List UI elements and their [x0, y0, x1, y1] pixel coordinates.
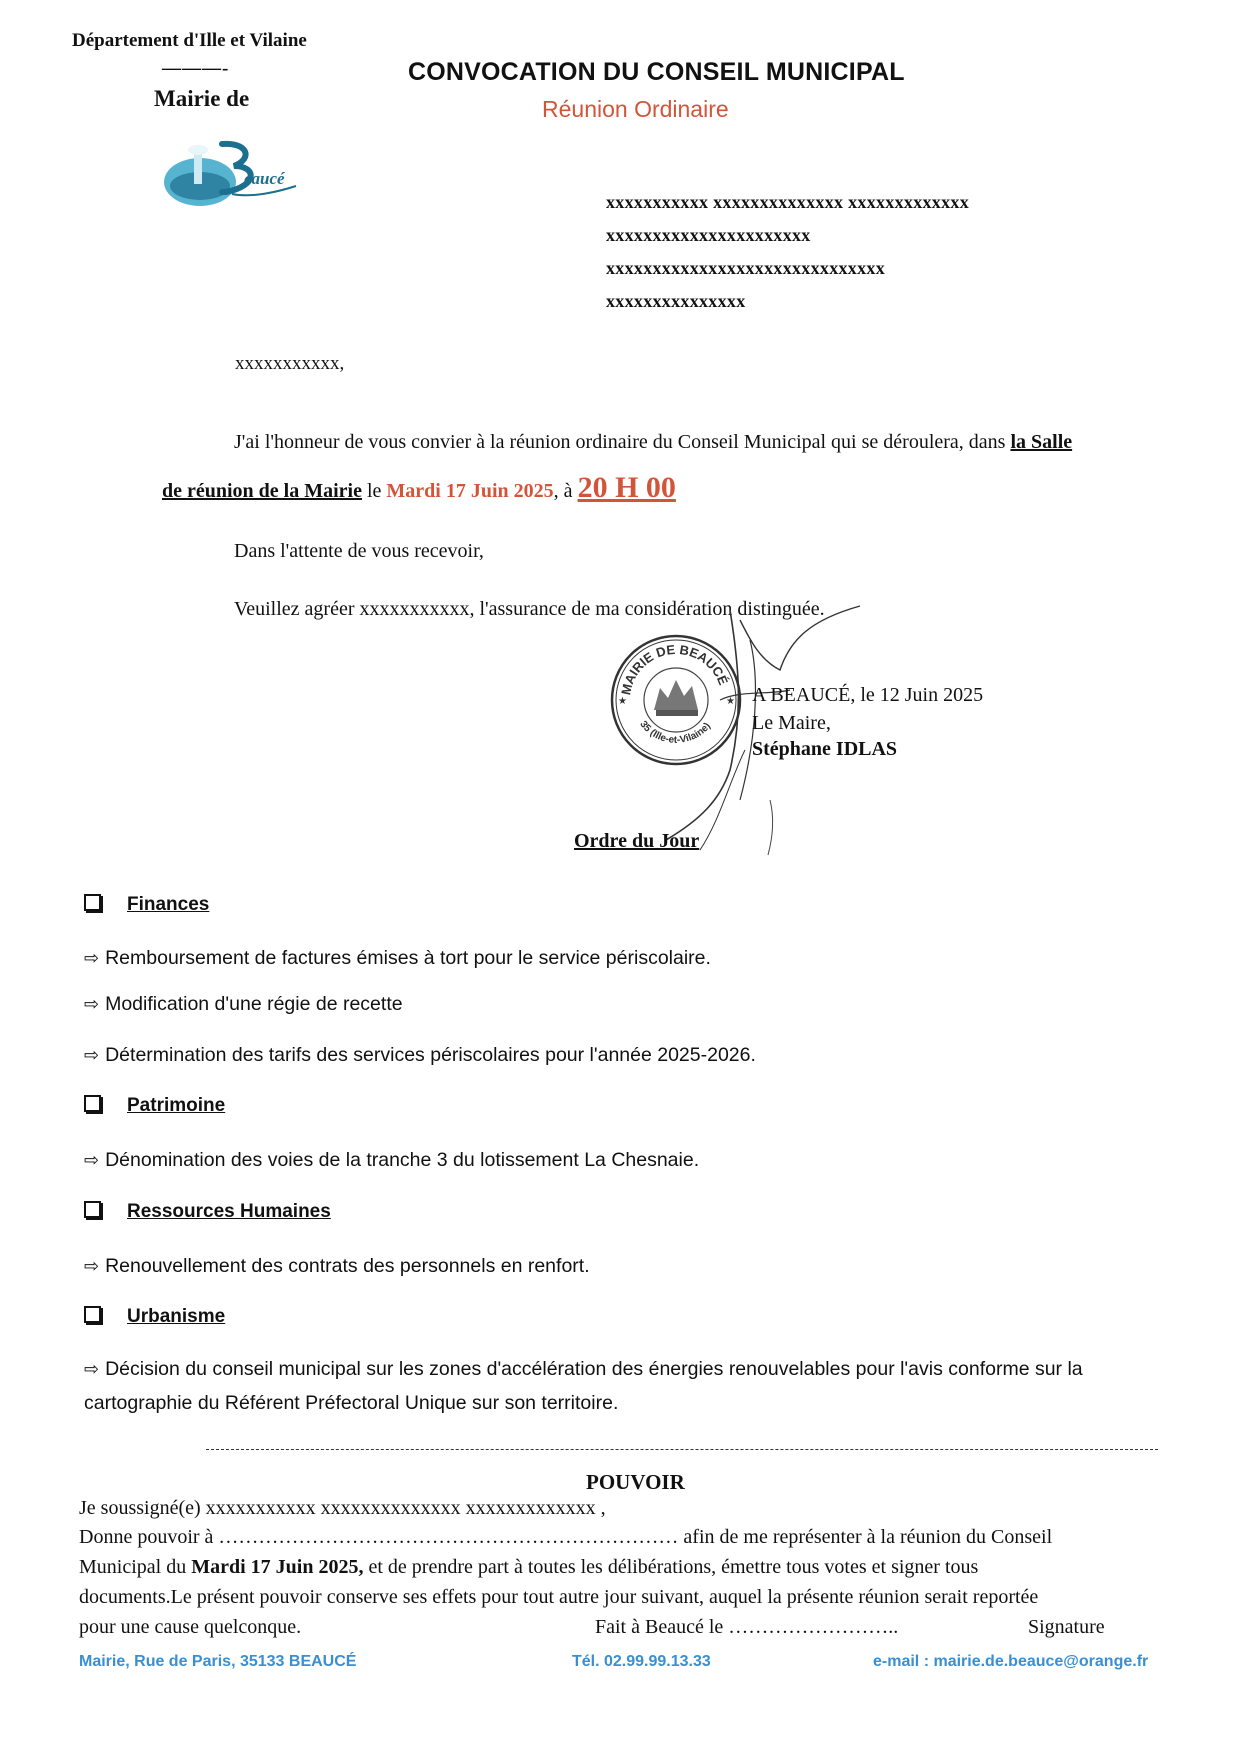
pouvoir-line-2: Donne pouvoir à …………………………………………………………… afin de me représenter à la réunion du Conseil [79, 1526, 1053, 1548]
page-title: CONVOCATION DU CONSEIL MUNICIPAL [408, 58, 905, 86]
logo-text: eaucé [244, 169, 285, 188]
signature-role: Le Maire, [752, 712, 831, 734]
recipient-line-2: xxxxxxxxxxxxxxxxxxxxxx [606, 225, 811, 245]
beauce-logo-icon [162, 136, 300, 210]
agenda-section [84, 894, 209, 916]
stamp-subtext: 35 (Ille-et-Vilaine) [637, 719, 714, 746]
agenda-section [84, 1201, 331, 1223]
arrow-right-icon: ⇨ [84, 1045, 100, 1065]
pouvoir-line-5-text: pour une cause quelconque. [79, 1616, 302, 1638]
agenda-item-text: Décision du conseil municipal sur les zones d'accélération des énergies renouvelables pour l'avis conforme sur la [105, 1358, 1083, 1380]
pouvoir-fait-a: Fait à Beaucé le …………………….. [595, 1616, 899, 1638]
recipient-line-1: xxxxxxxxxxx xxxxxxxxxxxxxx xxxxxxxxxxxxx [606, 192, 969, 212]
arrow-right-icon: ⇨ [84, 948, 100, 968]
agenda-section-label: Patrimoine [127, 1095, 226, 1116]
invitation-le: le [361, 480, 387, 502]
agenda-item-text: Renouvellement des contrats des personnels en renfort. [105, 1255, 590, 1277]
pouvoir-date: Mardi 17 Juin 2025, [191, 1556, 364, 1578]
stamp-text: MAIRIE DE BEAUCÉ [618, 641, 732, 697]
agenda-item [84, 1249, 1164, 1283]
agenda-item [84, 987, 1164, 1021]
pouvoir-line-3 [79, 1556, 978, 1579]
agenda-section-label: Urbanisme [127, 1306, 226, 1327]
agenda-item-text-continued: cartographie du Référent Préfectoral Unique sur son territoire. [84, 1392, 619, 1414]
checkbox-icon [84, 1201, 101, 1218]
arrow-right-icon: ⇨ [84, 994, 100, 1014]
pouvoir-title: POUVOIR [586, 1470, 685, 1494]
checkbox-icon [84, 1306, 101, 1323]
invitation-a: , à [553, 480, 578, 502]
pouvoir-line-5 [79, 1616, 1129, 1639]
agenda-title: Ordre du Jour [574, 830, 700, 852]
footer-address: Mairie, Rue de Paris, 35133 BEAUCÉ [79, 1653, 357, 1670]
meeting-place-part-1: la Salle [1010, 431, 1073, 453]
meeting-time: 20 H 00 [577, 471, 676, 504]
footer-phone: Tél. 02.99.99.13.33 [572, 1653, 711, 1670]
agenda-section-label: Finances [127, 894, 210, 915]
agenda-item-text: Modification d'une régie de recette [105, 993, 403, 1015]
agenda-item [84, 1143, 1164, 1177]
page-subtitle: Réunion Ordinaire [542, 96, 729, 122]
salutation: xxxxxxxxxxx, [235, 353, 345, 374]
agenda-item-text: Dénomination des voies de la tranche 3 du lotissement La Chesnaie. [105, 1149, 700, 1171]
pouvoir-line-4: documents.Le présent pouvoir conserve ses effets pour tout autre jour suivant, auquel la présente réunion serait reportée [79, 1586, 1039, 1608]
checkbox-icon [84, 894, 101, 911]
pouvoir-line-1: Je soussigné(e) xxxxxxxxxxx xxxxxxxxxxxxxx xxxxxxxxxxxxx , [79, 1497, 606, 1519]
recipient-line-3: xxxxxxxxxxxxxxxxxxxxxxxxxxxxxx [606, 258, 885, 278]
invitation-paragraph-line-1 [234, 431, 1072, 454]
pouvoir-line-3-a: Municipal du [79, 1556, 192, 1578]
invitation-text: J'ai l'honneur de vous convier à la réunion ordinaire du Conseil Municipal qui se déroulera, dans [234, 431, 1011, 453]
signature-name: Stéphane IDLAS [752, 738, 898, 760]
agenda-section-label: Ressources Humaines [127, 1201, 331, 1222]
agenda-item-text: Remboursement de factures émises à tort pour le service périscolaire. [105, 947, 711, 969]
agenda-item [84, 941, 1164, 975]
closing-line-2: Veuillez agréer xxxxxxxxxxx, l'assurance de ma considération distinguée. [234, 598, 825, 620]
arrow-right-icon: ⇨ [84, 1359, 100, 1379]
footer-email: e-mail : mairie.de.beauce@orange.fr [873, 1653, 1149, 1670]
arrow-right-icon: ⇨ [84, 1256, 100, 1276]
agenda-item [84, 1038, 1164, 1072]
invitation-paragraph-line-2 [162, 471, 676, 505]
svg-text:★: ★ [726, 696, 735, 707]
agenda-item [84, 1352, 1164, 1420]
meeting-date: Mardi 17 Juin 2025 [386, 480, 554, 502]
closing-line-1: Dans l'attente de vous recevoir, [234, 540, 484, 562]
signature-place-date: A BEAUCÉ, le 12 Juin 2025 [752, 684, 984, 706]
pouvoir-signature-label: Signature [1028, 1616, 1105, 1638]
mairie-label: Mairie de [154, 86, 250, 111]
arrow-right-icon: ⇨ [84, 1150, 100, 1170]
header-separator: ———- [162, 58, 230, 79]
svg-text:★: ★ [618, 696, 627, 707]
recipient-line-4: xxxxxxxxxxxxxxx [606, 291, 746, 311]
dashed-divider [206, 1449, 1158, 1450]
agenda-section [84, 1306, 225, 1328]
pouvoir-line-3-c: et de prendre part à toutes les délibérations, émettre tous votes et signer tous [363, 1556, 979, 1578]
checkbox-icon [84, 1095, 101, 1112]
meeting-place-part-2: de réunion de la Mairie [162, 480, 362, 502]
department-label: Département d'Ille et Vilaine [72, 30, 307, 51]
agenda-section [84, 1095, 225, 1117]
agenda-item-text: Détermination des tarifs des services périscolaires pour l'année 2025-2026. [105, 1044, 756, 1066]
